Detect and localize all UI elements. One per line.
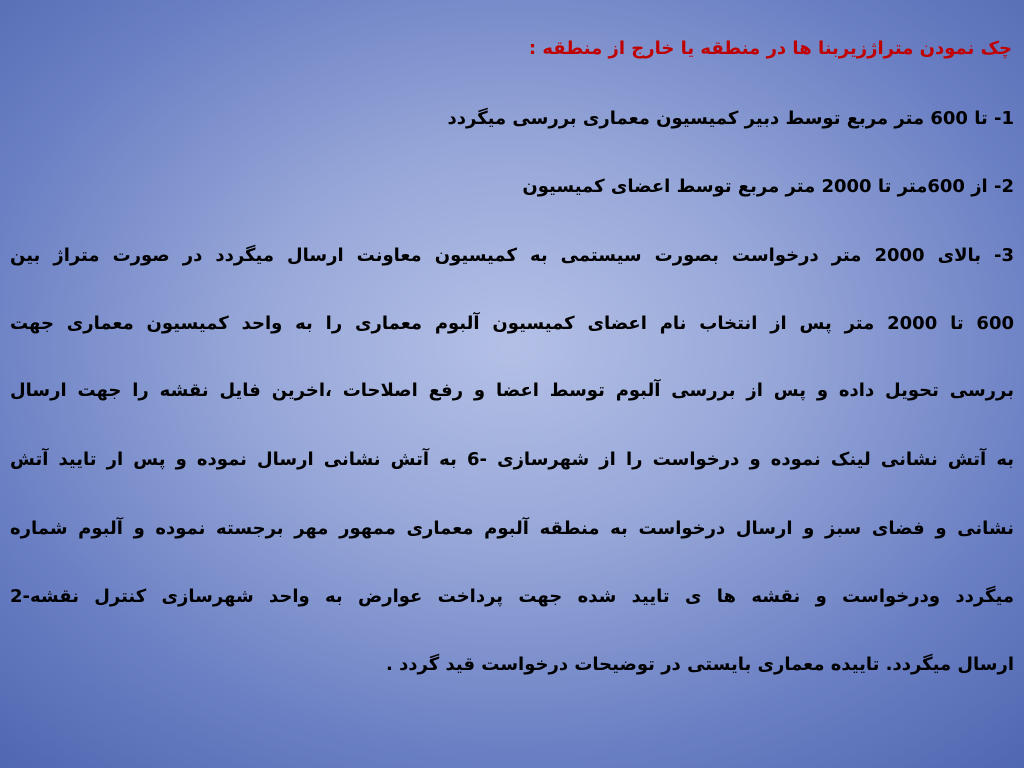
item-3-line-4: به آتش نشانی لینک نموده و درخواست را از شهرسازی -6 به آتش نشانی ارسال نموده و پس ار تایید آتش [10, 449, 1014, 470]
item-3-line-6: میگردد ودرخواست و نقشه ها ی تایید شده جهت پرداخت عوارض به واحد شهرسازی کنترل نقشه-2 [10, 586, 1014, 607]
item-3-line-7: ارسال میگردد. تاییده معماری بایستی در توضیحات درخواست قید گردد . [385, 654, 1014, 675]
item-3-line-5: نشانی و فضای سبز و ارسال درخواست به منطقه آلبوم معماری ممهور مهر برجسته نموده و آلبوم شماره [10, 518, 1014, 539]
item-2-line: 2- از 600متر تا 2000 متر مربع توسط اعضای کمیسیون [522, 176, 1014, 197]
slide-title: چک نمودن متراژزیربنا ها در منطقه یا خارج از منطقه : [528, 38, 1012, 59]
item-1-line: 1- تا 600 متر مربع توسط دبیر کمیسیون معماری بررسی میگردد [447, 108, 1014, 129]
item-3-line-1: 3- بالای 2000 متر درخواست بصورت سیستمی به کمیسیون معاونت ارسال میگردد در صورت متراژ بین [10, 245, 1015, 266]
item-3-line-3: بررسی تحویل داده و پس از بررسی آلبوم توسط اعضا و رفع اصلاحات ،اخرین فایل نقشه را جهت ارسال [10, 380, 1014, 401]
item-3-line-2: 600 تا 2000 متر پس از انتخاب نام اعضای کمیسیون آلبوم معماری را به واحد کمیسیون معماری جهت [10, 313, 1014, 334]
